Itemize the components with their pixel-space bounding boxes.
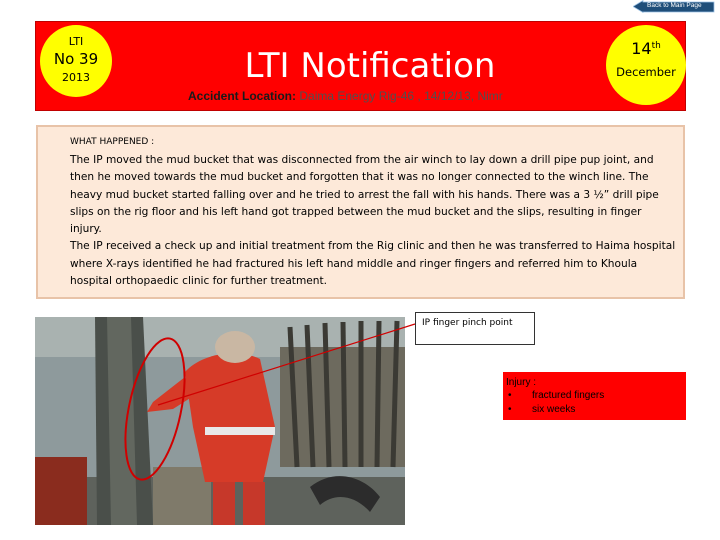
injury-item-text: fractured fingers xyxy=(532,390,605,401)
bullet-icon: • xyxy=(508,404,512,415)
accident-location-value: Daima Energy Rig-46 , 14/12/13, Nimr xyxy=(296,89,503,103)
ip-finger-pinch-point-callout: IP finger pinch point xyxy=(415,312,535,345)
back-button-label: Back to Main Page xyxy=(647,2,702,9)
what-happened-text xyxy=(70,152,676,290)
date-day-suffix: th xyxy=(651,41,661,51)
accident-location xyxy=(188,89,503,103)
injury-item-text: six weeks xyxy=(532,404,576,415)
badge-lti-label: LTI xyxy=(68,35,84,48)
what-happened-paragraph-2: The IP received a check up and initial treatment from the Rig clinic and then he was transferred to Haima hospital where X-rays identified he had fractured his left hand middle and ringer fingers and referred him to Khoula hospital orthopaedic clinic for further treatment. xyxy=(70,240,676,288)
incident-photo xyxy=(35,317,405,525)
badge-lti-year: 2013 xyxy=(62,71,90,84)
injury-item xyxy=(506,389,686,403)
badge-lti-number: No 39 xyxy=(53,50,99,68)
date-day: 14th xyxy=(631,39,661,58)
what-happened-paragraph-1: The IP moved the mud bucket that was disconnected from the air winch to lay down a drill pipe pup joint, and then he moved towards the mud bucket and forgotten that it was no longer connected to the winch line. The heavy mud bucket started falling over and he tried to arrest the fall with his hands. There was a 3 ½” drill pipe slips on the rig floor and his left hand got trapped between the mud bucket and the slips, resulting in finger injury. xyxy=(70,154,659,236)
lti-number-badge xyxy=(40,25,112,97)
what-happened-heading: WHAT HAPPENED : xyxy=(70,137,155,147)
date-badge xyxy=(606,25,686,105)
page-title: LTI Notification xyxy=(244,46,496,86)
accident-location-label: Accident Location: xyxy=(188,89,297,103)
date-month: December xyxy=(616,65,676,79)
bullet-icon: • xyxy=(508,390,512,401)
injury-heading: Injury : xyxy=(506,377,537,388)
injury-item xyxy=(506,403,686,417)
injury-callout xyxy=(503,372,686,420)
back-to-main-page-button[interactable] xyxy=(633,0,715,13)
